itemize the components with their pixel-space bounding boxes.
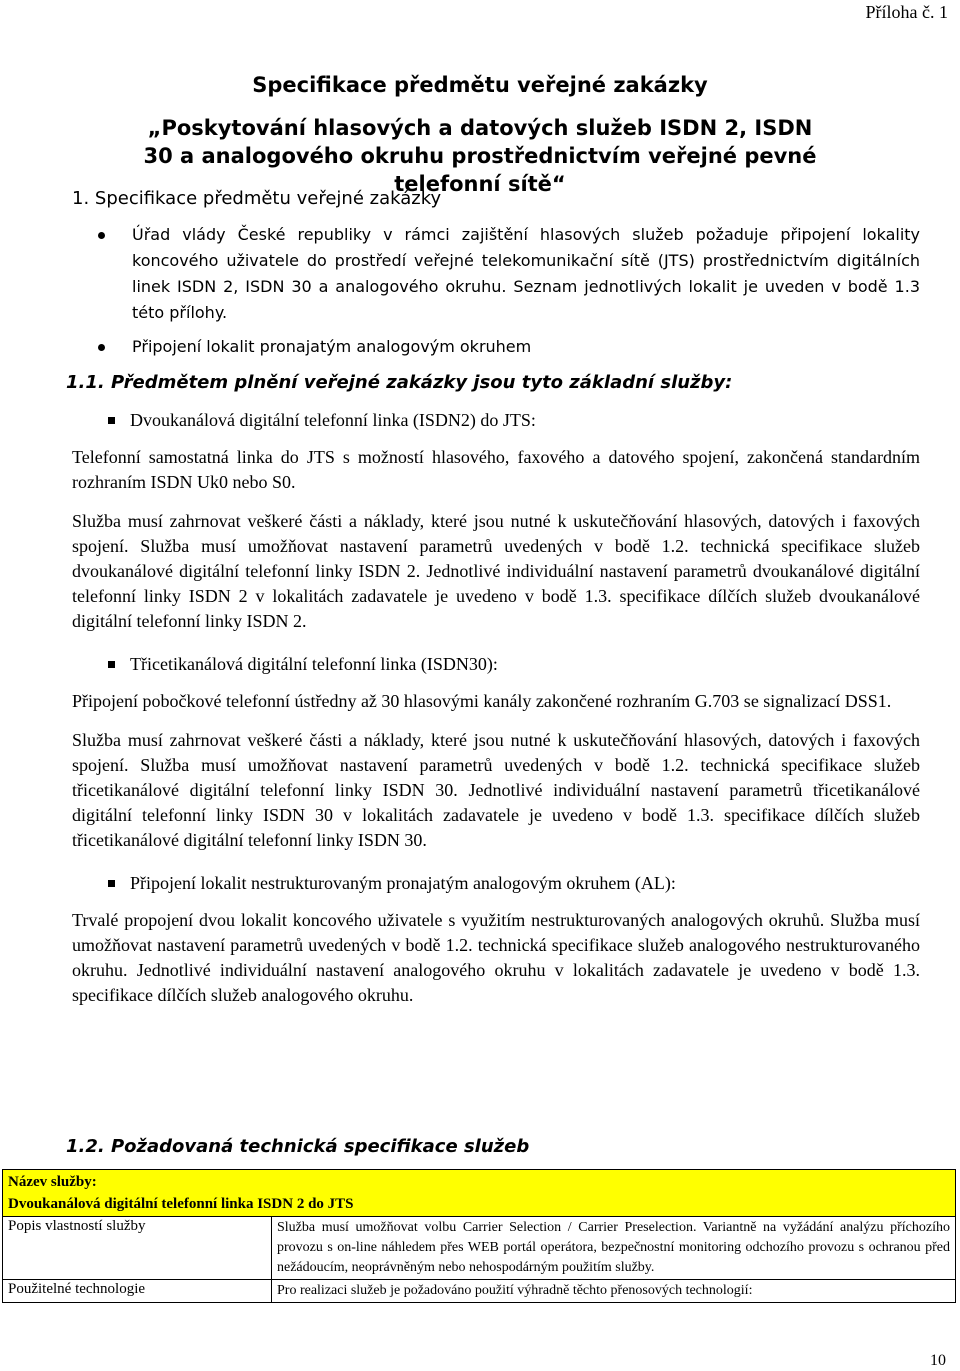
page-number: 10 [930,1352,946,1369]
section-1-1-content [72,408,920,1022]
section-1-bullets [98,222,920,360]
square-bullet-icon [108,417,115,424]
document-title [0,70,960,198]
paragraph: Služba musí zahrnovat veškeré části a náklady, které jsou nutné k uskutečňování hlasových, datových i faxových spojení. Služba musí umožňovat nastavení parametrů uvedených v bodě 1.2. technická specifikace služeb dvoukanálové digitální telefonní linky ISDN 2. Jednotlivé individuální nastavení parametrů dvoukanálové digitální telefonní linky ISDN 2 v lokalitách zadavatele je uvedeno v bodě 1.3. specifikace dílčích služeb dvoukanálové digitální telefonní linky ISDN 2. [72,511,920,631]
row-label: Popis vlastností služby [3,1217,272,1280]
service-name: Připojení lokalit nestrukturovaným pronajatým analogovým okruhem (AL): [130,873,676,893]
service-item [72,652,920,677]
title-line-2-text: „Poskytování hlasových a datových služeb ISDN 2, ISDN 30 a analogového okruhu prostřednictvím veřejné pevné telefonní sítě“ [143,116,817,196]
section-1-heading: 1. Specifikace předmětu veřejné zakázky [72,188,442,209]
annex-label: Příloha č. 1 [865,2,948,22]
bullet-item [98,334,920,360]
title-line-1: Specifikace předmětu veřejné zakázky [252,73,708,97]
service-name-value: Dvoukanálová digitální telefonní linka ISDN 2 do JTS [8,1196,354,1212]
service-item [72,408,920,433]
table-row [3,1280,956,1303]
square-bullet-icon [108,880,115,887]
service-name: Dvoukanálová digitální telefonní linka (ISDN2) do JTS: [130,410,536,430]
paragraph: Trvalé propojení dvou lokalit koncového uživatele s využitím nestrukturovaných analogových okruhů. Služba musí umožňovat nastavení parametrů uvedených v bodě 1.2. technická specifikace služeb analogového nestrukturovaného okruhu. Jednotlivé individuální nastavení analogového okruhu v lokalitách zadavatele je uvedeno v bodě 1.3. specifikace dílčích služeb analogového okruhu. [72,910,920,1005]
bullet-dot-icon [98,344,105,351]
paragraph: Služba musí zahrnovat veškeré části a náklady, které jsou nutné k uskutečňování hlasových, datových i faxových spojení. Služba musí umožňovat nastavení parametrů uvedených v bodě 1.2. technická specifikace služeb třicetikanálové digitální telefonní linky ISDN 30. Jednotlivé individuální nastavení parametrů třicetikanálové digitální telefonní linky ISDN 30 v lokalitách zadavatele je uvedeno v bodě 1.3. specifikace dílčích služeb třicetikanálové digitální telefonní linky ISDN 30. [72,730,920,850]
service-name-label: Název služby: [8,1174,97,1190]
section-1-1-heading: 1.1. Předmětem plnění veřejné zakázky jsou tyto základní služby: [66,372,733,393]
paragraph: Telefonní samostatná linka do JTS s možností hlasového, faxového a datového spojení, zakončená standardním rozhraním ISDN Uk0 nebo S0. [72,447,920,492]
paragraph: Připojení pobočkové telefonní ústředny až 30 hlasovými kanály zakončené rozhraním G.703 se signalizací DSS1. [72,691,892,711]
table-row [3,1170,956,1217]
table-row [3,1217,956,1280]
row-value: Pro realizaci služeb je požadováno použití výhradně těchto přenosových technologií: [272,1280,956,1303]
service-name: Třicetikanálová digitální telefonní linka (ISDN30): [130,654,498,674]
row-value: Služba musí umožňovat volbu Carrier Selection / Carrier Preselection. Variantně na vyžádání analýzu příchozího provozu s on-line náhledem přes WEB portál operátora, bezpečnostní monitoring odchozího provozu s ochranou před nežádoucím, neoprávněným nebo nehospodárným použitím služby. [272,1217,956,1280]
row-label: Použitelné technologie [3,1280,272,1303]
spec-table [2,1169,956,1303]
section-1-2-heading: 1.2. Požadovaná technická specifikace služeb [66,1136,530,1157]
bullet-text: Úřad vlády České republiky v rámci zajištění hlasových služeb požaduje připojení lokality koncového uživatele do prostředí veřejné telekomunikační sítě (JTS) prostřednictvím digitálních linek ISDN 2, ISDN 30 a analogového okruhu. Seznam jednotlivých lokalit je uveden v bodě 1.3 této přílohy. [132,225,920,322]
bullet-text: Připojení lokalit pronajatým analogovým okruhem [132,337,532,356]
service-name-cell [3,1170,956,1217]
bullet-item [98,222,920,326]
bullet-dot-icon [98,232,105,239]
square-bullet-icon [108,661,115,668]
service-item [72,871,920,896]
